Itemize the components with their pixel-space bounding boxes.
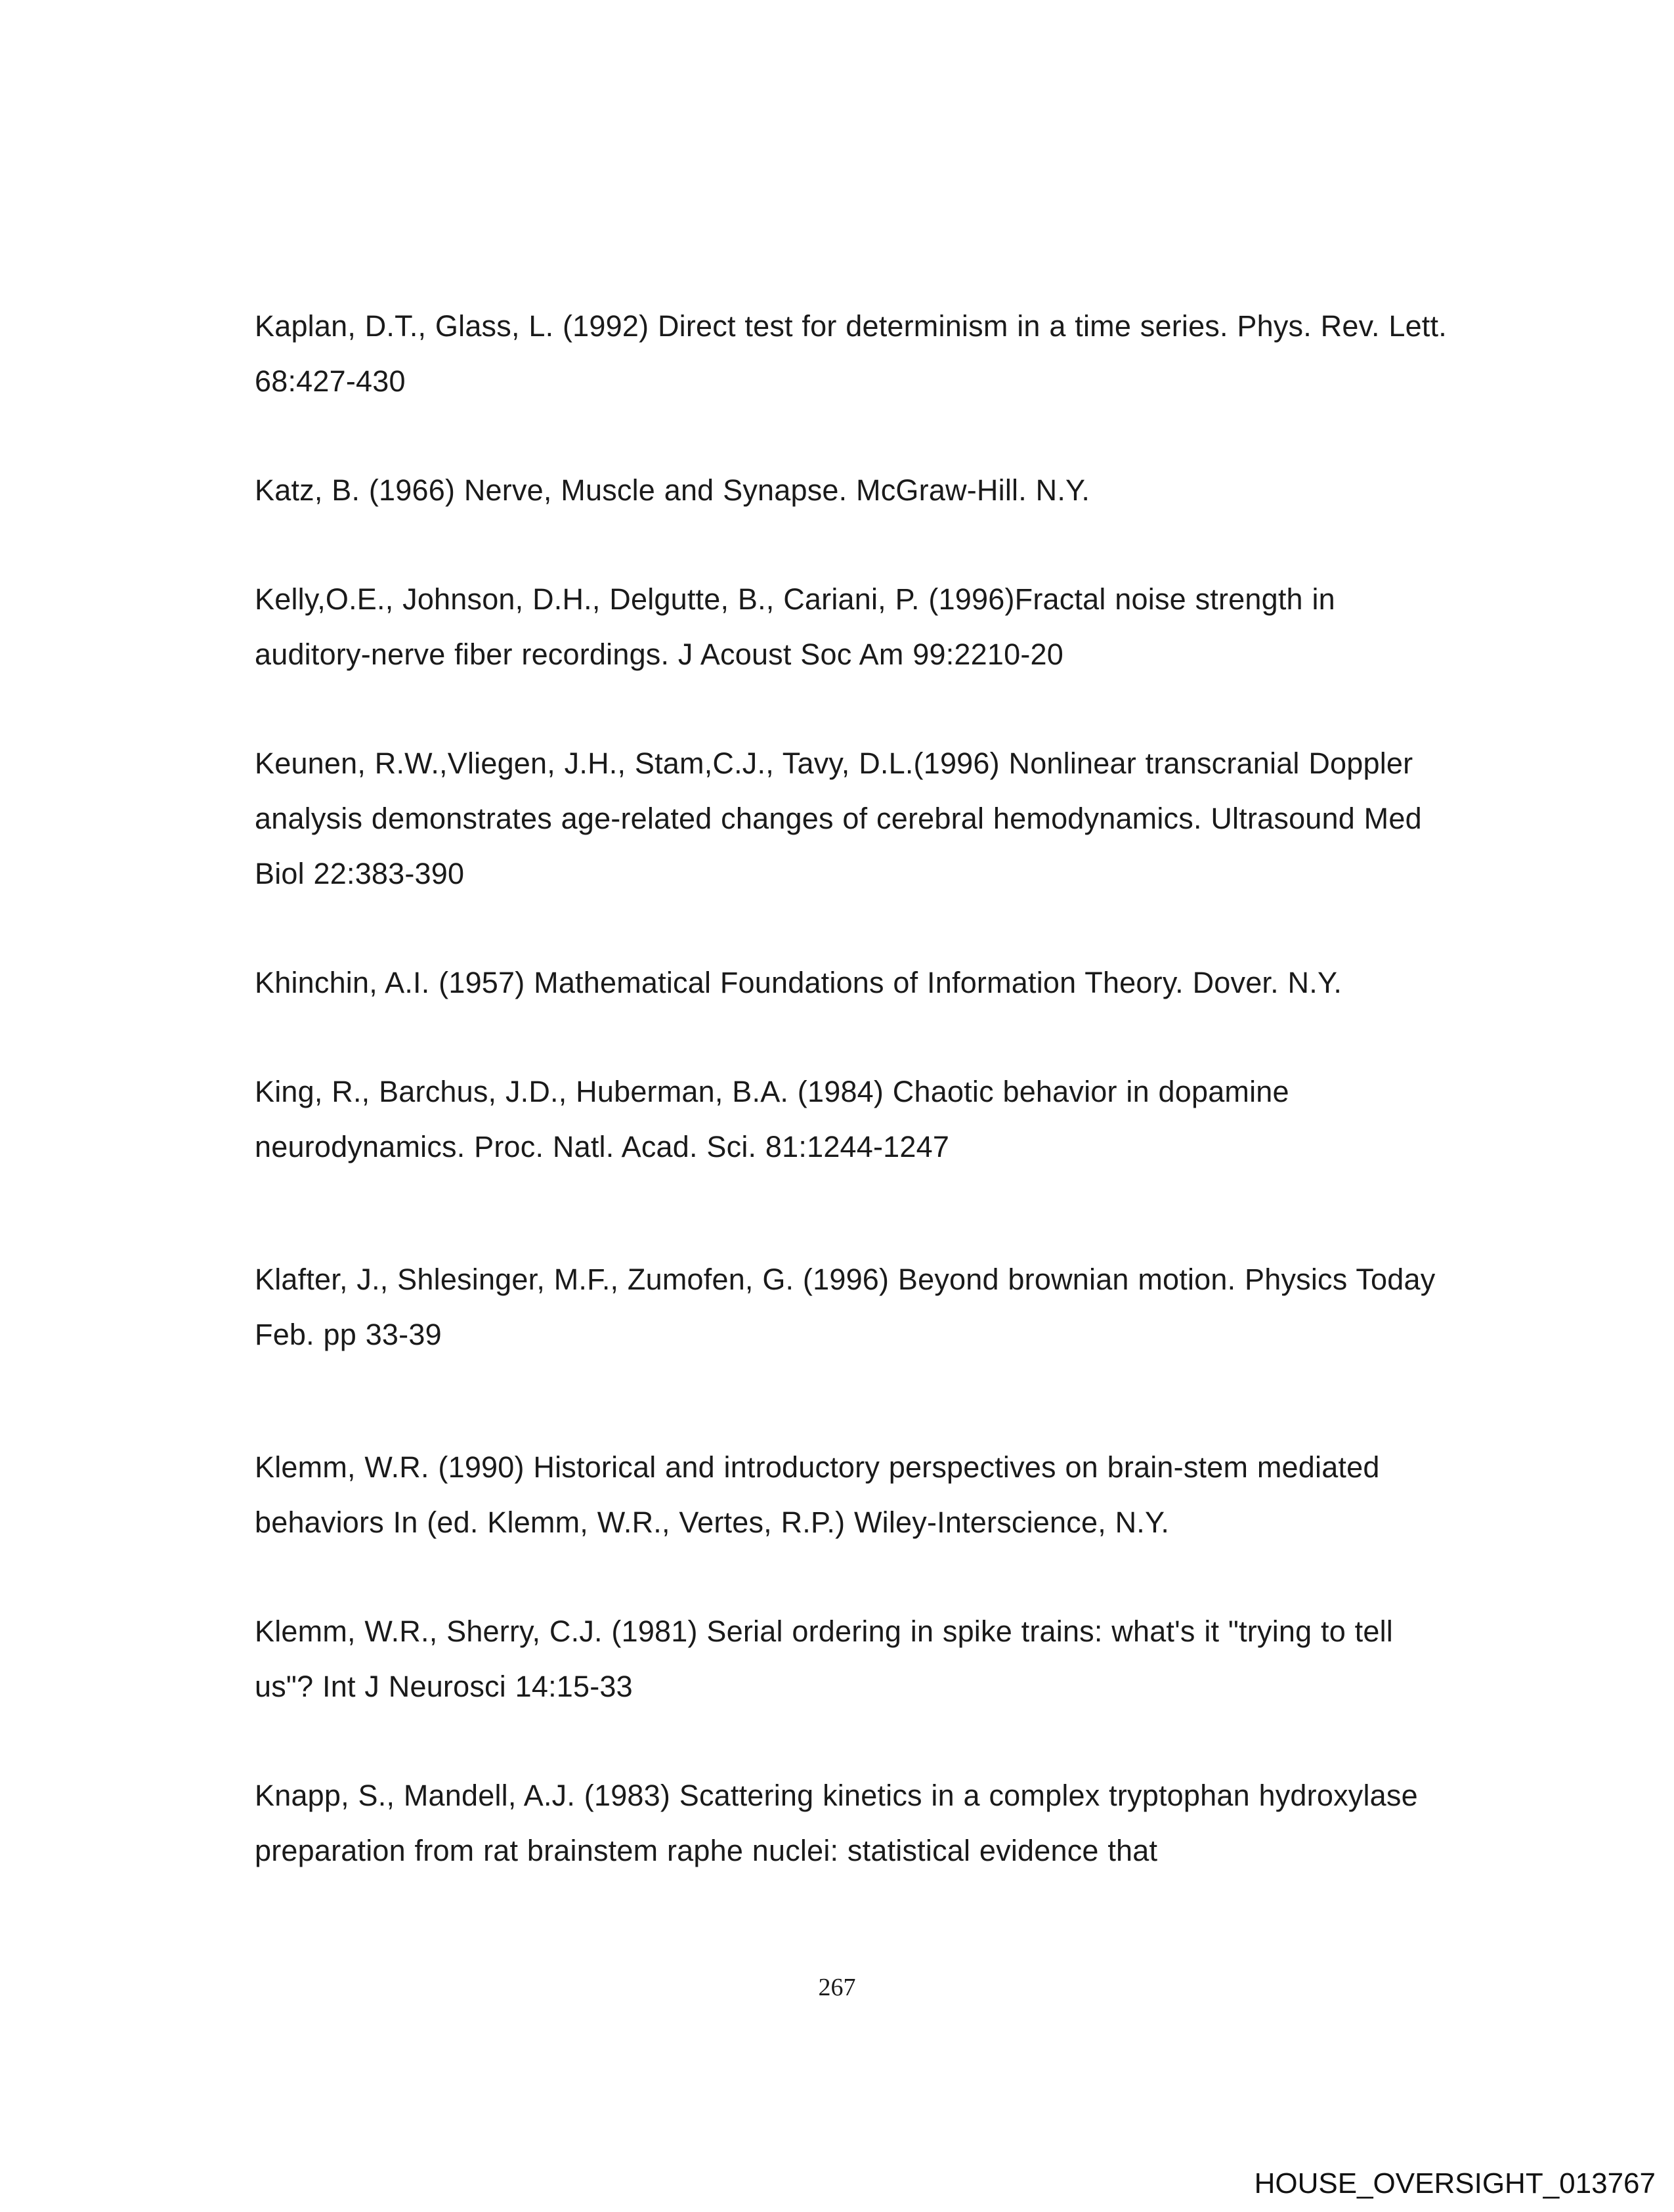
references-list [255,299,1459,1932]
reference-entry: King, R., Barchus, J.D., Huberman, B.A. (1984) Chaotic behavior in dopamine neurodynamics. Proc. Natl. Acad. Sci. 81:1244-1247 [255,1075,1289,1163]
reference-entry: Klemm, W.R. (1990) Historical and introductory perspectives on brain-stem mediated behaviors In (ed. Klemm, W.R., Vertes, R.P.) Wiley-Interscience, N.Y. [255,1450,1380,1539]
reference-entry: Knapp, S., Mandell, A.J. (1983) Scattering kinetics in a complex tryptophan hydroxylase preparation from rat brainstem raphe nuclei: statistical evidence that [255,1779,1418,1867]
reference-entry: Keunen, R.W.,Vliegen, J.H., Stam,C.J., Tavy, D.L.(1996) Nonlinear transcranial Doppler analysis demonstrates age-related changes of cerebral hemodynamics. Ultrasound Med Biol 22:383-390 [255,747,1422,890]
reference-entry: Kaplan, D.T., Glass, L. (1992) Direct test for determinism in a time series. Phys. Rev. Lett. 68:427-430 [255,309,1447,398]
reference-entry: Kelly,O.E., Johnson, D.H., Delgutte, B., Cariani, P. (1996)Fractal noise strength in auditory-nerve fiber recordings. J Acoust Soc Am 99:2210-20 [255,582,1335,671]
document-stamp: HOUSE_OVERSIGHT_013767 [1254,2167,1656,2200]
page-number: 267 [818,1974,856,2001]
reference-entry: Katz, B. (1966) Nerve, Muscle and Synapse. McGraw-Hill. N.Y. [255,473,1090,507]
reference-entry: Klemm, W.R., Sherry, C.J. (1981) Serial ordering in spike trains: what's it "trying to tell us"? Int J Neurosci 14:15-33 [255,1615,1394,1703]
reference-entry: Khinchin, A.I. (1957) Mathematical Foundations of Information Theory. Dover. N.Y. [255,966,1342,999]
reference-entry: Klafter, J., Shlesinger, M.F., Zumofen, G. (1996) Beyond brownian motion. Physics Today Feb. pp 33-39 [255,1263,1436,1351]
